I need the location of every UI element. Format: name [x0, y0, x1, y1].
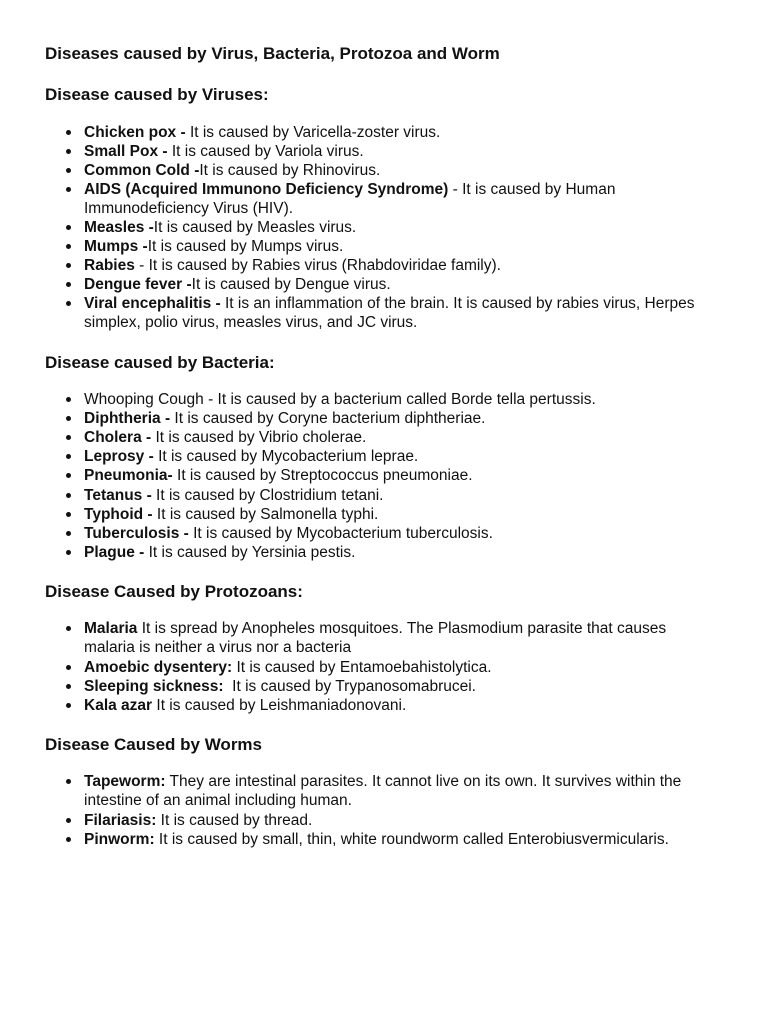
disease-name: Diphtheria - [84, 410, 171, 428]
disease-description: It is caused by thread. [156, 811, 313, 829]
disease-name: Dengue fever - [84, 276, 192, 294]
bullet-icon [66, 225, 71, 230]
disease-description: It is caused by Mycobacterium tuberculosis. [188, 524, 493, 542]
disease-description: It is caused by Mumps virus. [147, 238, 344, 256]
disease-description: It is caused by Varicella-zoster virus. [185, 123, 441, 141]
disease-description: - It is caused by Rabies virus (Rhabdoviridae family). [134, 257, 501, 275]
list-item [84, 275, 768, 294]
bullet-icon [66, 779, 71, 784]
list-item [84, 466, 768, 485]
list-item [84, 218, 768, 237]
disease-description: It is caused by Measles virus. [153, 218, 357, 236]
list-item [84, 696, 768, 715]
disease-name: Common Cold - [84, 161, 200, 179]
bullet-icon [66, 416, 71, 421]
list-item [84, 256, 768, 275]
disease-list-viruses [45, 123, 768, 333]
disease-list-protozoans [45, 619, 768, 714]
bullet-icon [66, 454, 71, 459]
bullet-icon [66, 130, 71, 135]
list-item [84, 486, 768, 505]
list-item [84, 428, 768, 447]
disease-name: Pinworm: [84, 830, 155, 848]
disease-description: They are intestinal parasites. It cannot live on its own. It survives within the intestine of an animal including human. [84, 773, 682, 810]
bullet-icon [66, 550, 71, 555]
list-item [84, 830, 768, 849]
disease-description: It is caused by Yersinia pestis. [144, 543, 356, 561]
bullet-icon [66, 168, 71, 173]
disease-name: Mumps - [84, 238, 148, 256]
list-item [84, 180, 768, 218]
list-item [84, 811, 768, 830]
disease-name: Sleeping sickness: [84, 677, 224, 695]
disease-name: AIDS (Acquired Immunono Deficiency Syndrome) [84, 180, 449, 198]
disease-name: Tapeworm: [84, 773, 166, 791]
list-item [84, 161, 768, 180]
list-item [84, 123, 768, 142]
bullet-icon [66, 512, 71, 517]
disease-description: It is caused by Streptococcus pneumoniae. [172, 467, 473, 485]
list-item [84, 524, 768, 543]
disease-description: It is caused by Clostridium tetani. [151, 486, 384, 504]
disease-description: It is caused by Entamoebahistolytica. [232, 658, 492, 676]
disease-description: It is caused by Dengue virus. [191, 276, 391, 294]
disease-name: Tuberculosis - [84, 524, 189, 542]
disease-description: It is caused by Rhinovirus. [199, 161, 381, 179]
disease-description: It is caused by Trypanosomabrucei. [223, 677, 476, 695]
disease-name: Kala azar [84, 696, 153, 714]
bullet-icon [66, 149, 71, 154]
list-item [84, 677, 768, 696]
disease-name: Small Pox - [84, 142, 168, 160]
list-item [84, 619, 768, 657]
bullet-icon [66, 282, 71, 287]
disease-name: Filariasis: [84, 811, 157, 829]
disease-name: Rabies [84, 257, 135, 275]
list-item [84, 409, 768, 428]
bullet-icon [66, 473, 71, 478]
disease-description: It is caused by Vibrio cholerae. [151, 429, 367, 447]
bullet-icon [66, 703, 71, 708]
disease-name: Malaria [84, 620, 138, 638]
disease-name: Pneumonia- [84, 467, 173, 485]
disease-name: Leprosy - [84, 448, 154, 466]
disease-name: Typhoid - [84, 505, 153, 523]
disease-description: It is caused by Salmonella typhi. [152, 505, 379, 523]
page-title: Diseases caused by Virus, Bacteria, Protozoa and Worm [45, 44, 500, 63]
disease-description: Whooping Cough - It is caused by a bacterium called Borde tella pertussis. [84, 391, 596, 409]
bullet-icon [66, 665, 71, 670]
list-item [84, 390, 768, 409]
bullet-icon [66, 397, 71, 402]
disease-name: Viral encephalitis - [84, 295, 221, 313]
bullet-icon [66, 435, 71, 440]
disease-name: Tetanus - [84, 486, 152, 504]
disease-list-worms [45, 772, 768, 848]
bullet-icon [66, 301, 71, 306]
disease-description: It is spread by Anopheles mosquitoes. The Plasmodium parasite that causes malaria is neither a virus nor a bacteria [84, 620, 667, 657]
bullet-icon [66, 837, 71, 842]
disease-description: It is caused by Variola virus. [167, 142, 364, 160]
disease-name: Cholera - [84, 429, 152, 447]
bullet-icon [66, 263, 71, 268]
bullet-icon [66, 684, 71, 689]
list-item [84, 772, 768, 810]
list-item [84, 142, 768, 161]
list-item [84, 294, 768, 332]
disease-description: It is caused by small, thin, white roundworm called Enterobiusvermicularis. [154, 830, 669, 848]
disease-description: It is caused by Leishmaniadonovani. [152, 696, 407, 714]
disease-name: Plague - [84, 543, 145, 561]
disease-description: It is caused by Coryne bacterium diphtheriae. [170, 410, 486, 428]
section-heading-bacteria: Disease caused by Bacteria: [45, 352, 275, 372]
list-item [84, 658, 768, 677]
bullet-icon [66, 187, 71, 192]
bullet-icon [66, 818, 71, 823]
list-item [84, 505, 768, 524]
disease-name: Measles - [84, 218, 154, 236]
disease-list-bacteria [45, 390, 768, 562]
bullet-icon [66, 626, 71, 631]
disease-description: It is caused by Mycobacterium leprae. [153, 448, 419, 466]
section-heading-worms: Disease Caused by Worms [45, 734, 262, 754]
bullet-icon [66, 244, 71, 249]
disease-name: Amoebic dysentery: [84, 658, 233, 676]
bullet-icon [66, 493, 71, 498]
section-heading-viruses: Disease caused by Viruses: [45, 85, 269, 104]
section-heading-protozoans: Disease Caused by Protozoans: [45, 581, 303, 601]
list-item [84, 447, 768, 466]
disease-description: - It is caused by Human Immunodeficiency Virus (HIV). [84, 180, 616, 217]
bullet-icon [66, 531, 71, 536]
disease-name: Chicken pox - [84, 123, 186, 141]
list-item [84, 237, 768, 256]
disease-description: It is an inflammation of the brain. It is caused by rabies virus, Herpes simplex, polio virus, measles virus, and JC virus. [84, 295, 695, 332]
list-item [84, 543, 768, 562]
